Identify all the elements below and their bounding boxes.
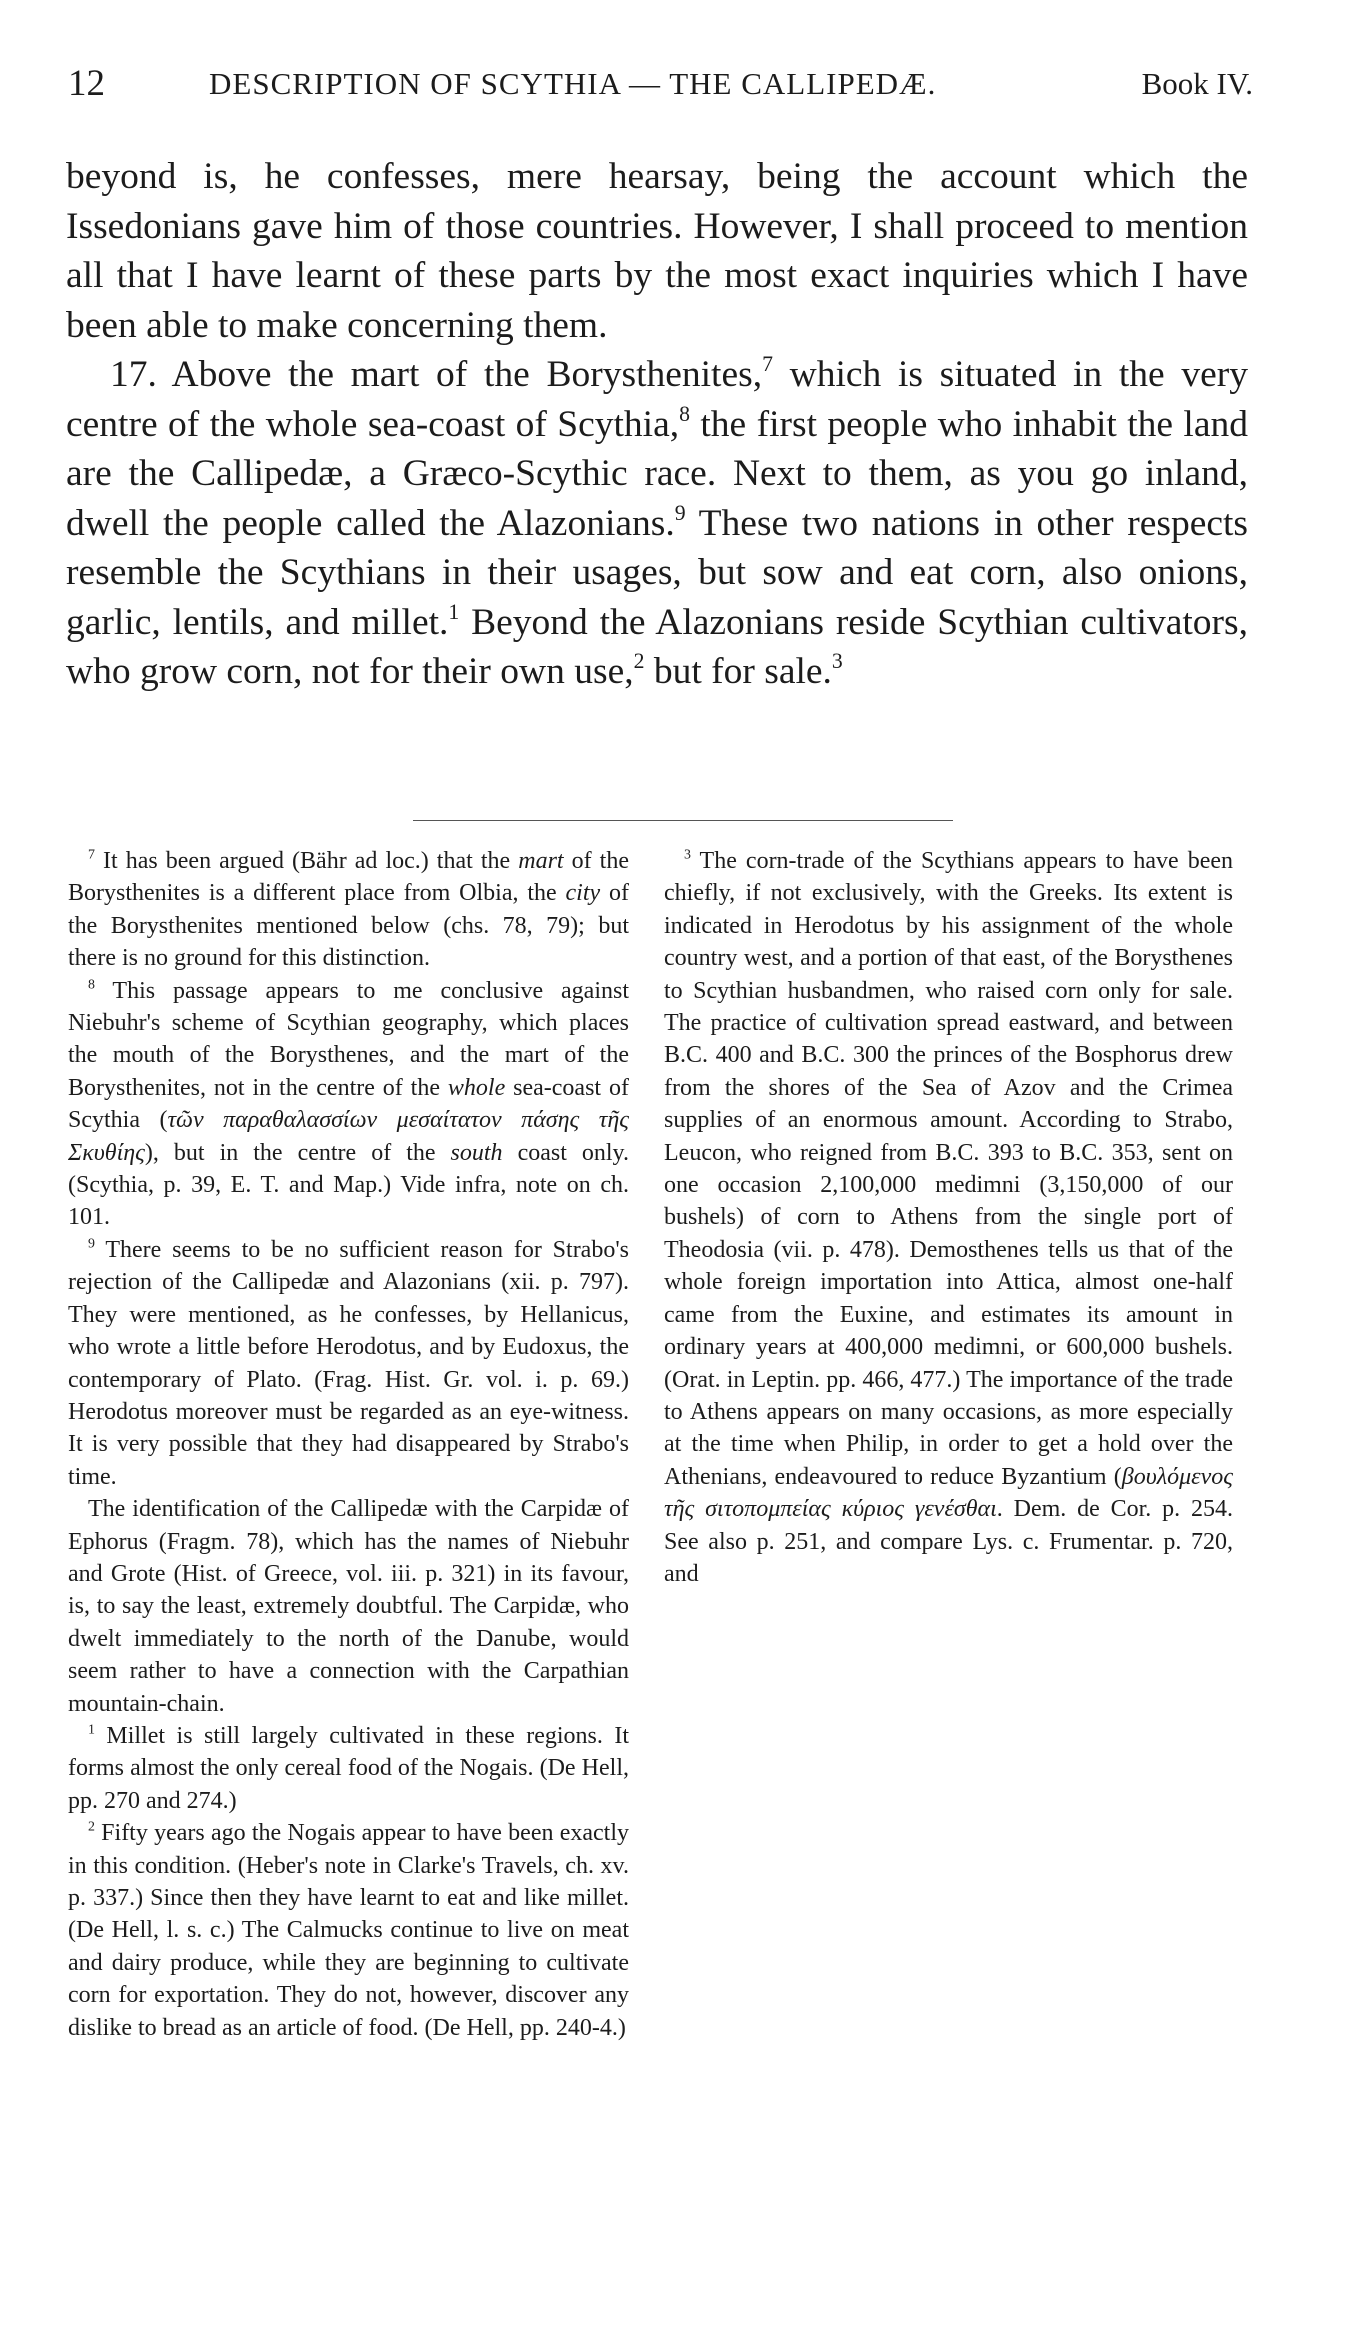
footnotes-right-column <box>664 845 1233 1590</box>
footnote-ref-9[interactable]: 9 <box>674 500 686 525</box>
footnote-1: $^1$ Millet is still largely cultivated in these regions. It forms almost the only cereal food of the Nogais. (De Hell, pp. 270 and 274.) <box>68 1722 629 1814</box>
footnotes-left-column <box>68 845 629 2044</box>
page-number: 12 <box>68 63 105 104</box>
footnote-8: $^8$ This passage appears to me conclusive against Niebuhr's scheme of Scythian geography, which places the mouth of the Borysthenes, and the mart of the Borysthenites, not in the centre of the whole sea-coast of Scythia (τῶν παραθαλασσίων μεσαίτατον πάσης τῆς Σκυθίης), but in the centre of the south coast only. (Scythia, p. 39, E. T. and Map.) Vide infra, note on ch. 101. <box>68 976 630 1231</box>
footnote-2: $^2$ Fifty years ago the Nogais appear to have been exactly in this condition. (Heber's note in Clarke's Travels, ch. xv. p. 337.) Since then they have learnt to eat and like millet. (De Hell, l. s. c.) The Calmucks continue to live on meat and dairy produce, while they are beginning to cultivate corn for exportation. They do not, however, discover any dislike to bread as an article of food. (De Hell, pp. 240-4.) <box>68 1819 629 2041</box>
footnote-3: $^3$ The corn-trade of the Scythians appears to have been chiefly, if not exclusively, with the Greeks. Its extent is indicated in Herodotus by his assignment of the whole country west, and a portion of that east, of the Borysthenes to Scythian husbandmen, who raised corn only for sale. The practice of cultivation spread eastward, and between B.C. 400 and B.C. 300 the princes of the Bosphorus drew from the shores of the Sea of Azov and the Crimea supplies of an enormous amount. According to Strabo, Leucon, who reigned from B.C. 393 to B.C. 353, sent on one occasion 2,100,000 medimni (3,150,000 of our bushels) of corn to Athens from the single port of Theodosia (vii. p. 478). Demosthenes tells us that of the whole foreign importation into Attica, almost one-half came from the Euxine, and estimates its amount in ordinary years at 400,000 medimni, or 600,000 bushels. (Orat. in Leptin. pp. 466, 477.) The importance of the trade to Athens appears on many occasions, as more especially at the time when Philip, in order to get a hold over the Athenians, endeavoured to reduce Byzantium (βουλόμενος τῆς σιτοπομπείας κύριος γενέσθαι. Dem. de Cor. p. 254. See also p. 251, and compare Lys. c. Frumentar. p. 720, and <box>664 847 1233 1587</box>
book-label: Book IV. <box>1141 66 1253 101</box>
footnote-7: $^7$ It has been argued (Bähr ad loc.) that the mart of the Borysthenites is a different place from Olbia, the city of the Borysthenites mentioned below (chs. 78, 79); but there is no ground for this distinction. <box>68 847 629 972</box>
paragraph-17: 17. Above the mart of the Borysthenites,$^7$ which is situated in the very centre of the whole sea-coast of Scythia,$^8$ the first people who inhabit the land are the Callipedæ, a Græco-Scythic race. Next to them, as you go inland, dwell the people called the Alazonians.$^9$ These two nations in other respects resemble the Scythians in their usages, but sow and eat corn, also onions, garlic, lentils, and millet.$^1$ Beyond the Alazonians reside Scythian cultivators, who grow corn, not for their own use,$^2$ but for sale.$^3$ <box>66 351 1249 692</box>
greek-quote: τῶν παραθαλασσίων μεσαίτατον πάσης τῆς Σκυθίης <box>68 1107 629 1166</box>
footnote-9: $^9$ There seems to be no sufficient reason for Strabo's rejection of the Callipedæ and Alazonians (xii. p. 797). They were mentioned, as he confesses, by Hellanicus, who wrote a little before Herodotus, and by Eudoxus, the contemporary of Plato. (Frag. Hist. Gr. vol. i. p. 69.) Herodotus moreover must be regarded as an eye-witness. It is very possible that they had disappeared by Strabo's time. <box>68 1236 629 1490</box>
footnote-ref-8[interactable]: 8 <box>679 401 690 426</box>
footnote-ref-3[interactable]: 3 <box>831 648 843 673</box>
footnote-ref-2[interactable]: 2 <box>633 648 645 673</box>
footnote-9-continued: The identification of the Callipedæ with the Carpidæ of Ephorus (Fragm. 78), which has the names of Niebuhr and Grote (Hist. of Greece, vol. iii. p. 321) in its favour, is, to say the least, extremely doubtful. The Carpidæ, who dwelt immediately to the north of the Danube, would seem rather to have a connection with the Carpathian mountain-chain. <box>68 1496 629 1717</box>
footnote-ref-7[interactable]: 7 <box>762 351 773 376</box>
page-header <box>68 62 1253 112</box>
footnote-divider <box>413 820 953 821</box>
greek-quote: βουλόμενος τῆς σιτοπομπείας κύριος γενέσθαι <box>664 1463 1233 1523</box>
main-text <box>66 152 1248 697</box>
paragraph-continued: beyond is, he confesses, mere hearsay, being the account which the Issedonians gave him of those countries. However, I shall proceed to mention all that I have learnt of these parts by the most exact inquiries which I have been able to make concerning them. <box>66 156 1248 346</box>
running-title: DESCRIPTION OF SCYTHIA — THE CALLIPEDÆ. <box>209 66 937 101</box>
footnote-ref-1[interactable]: 1 <box>448 599 460 624</box>
